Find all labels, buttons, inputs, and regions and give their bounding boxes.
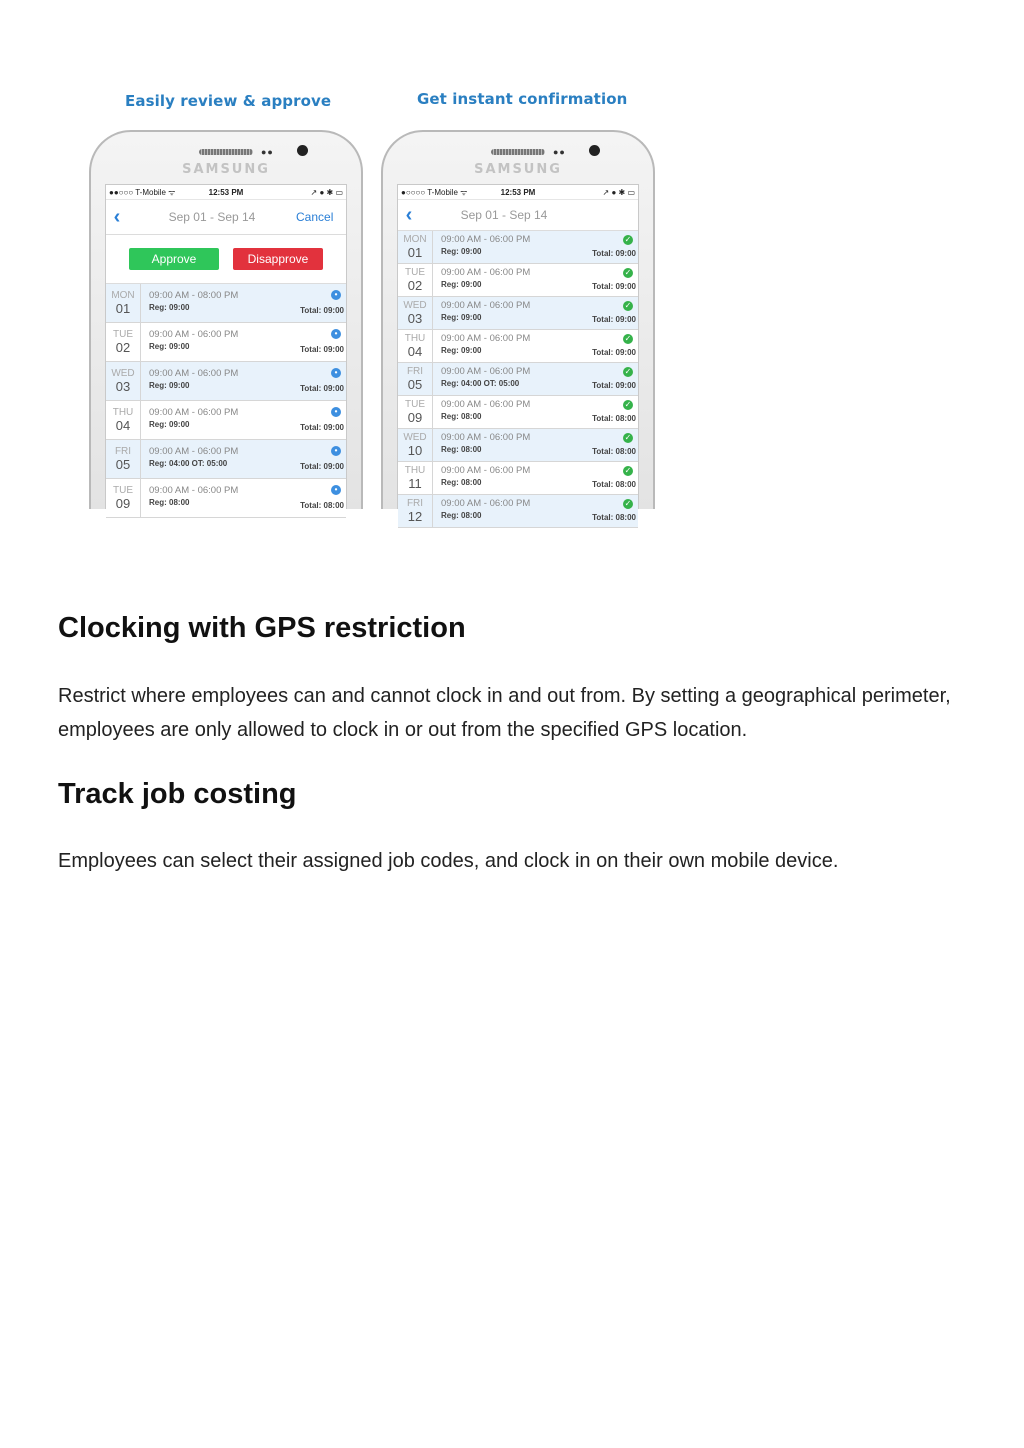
day-cell (398, 462, 433, 494)
timesheet-row[interactable] (398, 297, 638, 330)
shift-detail (141, 362, 346, 400)
info-circle-icon: • (331, 329, 341, 339)
shift-hours: 09:00 AM - 08:00 PM (149, 290, 239, 301)
carrier: ●○○○○ T-Mobile ᯤ (401, 187, 468, 197)
regular-hours: Reg: 08:00 (149, 498, 190, 507)
day-number: 04 (115, 418, 131, 433)
cancel-button[interactable]: Cancel (296, 210, 334, 224)
timesheet-row[interactable] (398, 231, 638, 264)
regular-hours: Reg: 09:00 (441, 346, 482, 355)
timesheet-row[interactable] (398, 363, 638, 396)
day-number: 03 (407, 311, 423, 326)
info-circle-icon: • (331, 290, 341, 300)
day-number: 02 (115, 340, 131, 355)
total-hours: Total: 09:00 (300, 384, 344, 393)
shift-hours: 09:00 AM - 06:00 PM (441, 333, 531, 344)
check-circle-icon: ✓ (624, 466, 632, 475)
shift-hours: 09:00 AM - 06:00 PM (441, 267, 531, 278)
regular-hours: Reg: 04:00 OT: 05:00 (441, 379, 520, 388)
app-screenshots-figure (0, 0, 1024, 524)
shift-hours: 09:00 AM - 06:00 PM (441, 432, 531, 443)
phone-screen (397, 184, 639, 524)
shift-hours: 09:00 AM - 06:00 PM (149, 329, 239, 340)
shift-detail (433, 462, 638, 494)
info-circle-icon: • (331, 485, 341, 495)
day-cell (106, 323, 141, 361)
check-circle-icon: ✓ (624, 400, 632, 409)
shift-detail (141, 479, 346, 517)
shift-detail (141, 284, 346, 322)
shift-detail (433, 297, 638, 329)
shift-detail (433, 363, 638, 395)
nav-bar (106, 200, 346, 235)
weekday-label: THU (404, 333, 426, 344)
timesheet-row[interactable] (106, 323, 346, 362)
status-bar (398, 185, 638, 200)
nav-bar (398, 200, 638, 231)
total-hours: Total: 09:00 (592, 249, 636, 258)
section-heading-job-costing: Track job costing (58, 778, 297, 810)
day-cell (398, 264, 433, 296)
speaker-grille (199, 149, 253, 155)
carrier: ●●○○○ T-Mobile ᯤ (109, 187, 176, 197)
total-hours: Total: 08:00 (592, 513, 636, 522)
shift-detail (433, 231, 638, 263)
day-number: 11 (408, 476, 422, 491)
day-cell (106, 479, 141, 517)
timesheet-list (106, 284, 346, 518)
shift-hours: 09:00 AM - 06:00 PM (149, 407, 239, 418)
phone-review (89, 130, 363, 509)
day-number: 02 (407, 278, 423, 293)
regular-hours: Reg: 04:00 OT: 05:00 (149, 459, 228, 468)
day-cell (398, 495, 433, 527)
timesheet-row[interactable] (106, 401, 346, 440)
shift-hours: 09:00 AM - 06:00 PM (441, 465, 531, 476)
day-cell (398, 363, 433, 395)
shift-hours: 09:00 AM - 06:00 PM (149, 446, 239, 457)
status-icons: ↗ ● ✱ ▭ (310, 187, 343, 197)
regular-hours: Reg: 08:00 (441, 478, 482, 487)
total-hours: Total: 09:00 (592, 282, 636, 291)
timesheet-row[interactable] (106, 440, 346, 479)
timesheet-row[interactable] (398, 264, 638, 297)
day-number: 01 (115, 301, 131, 316)
shift-detail (433, 495, 638, 527)
check-circle-icon: ✓ (624, 433, 632, 442)
weekday-label: WED (403, 300, 427, 311)
shift-hours: 09:00 AM - 06:00 PM (441, 234, 531, 245)
regular-hours: Reg: 09:00 (149, 420, 190, 429)
day-number: 05 (115, 457, 131, 472)
period-title: Sep 01 - Sep 14 (460, 208, 548, 222)
back-chevron-icon[interactable]: ‹ (113, 205, 121, 228)
shift-hours: 09:00 AM - 06:00 PM (149, 485, 239, 496)
check-circle-icon: ✓ (624, 367, 632, 376)
weekday-label: FRI (406, 498, 424, 509)
shift-hours: 09:00 AM - 06:00 PM (441, 366, 531, 377)
section-body-gps: Restrict where employees can and cannot clock in and out from. By setting a geographical perimeter, employees are only allowed to clock in or out from the specified GPS location. (58, 685, 951, 741)
day-cell (106, 362, 141, 400)
right-caption: Get instant confirmation (417, 90, 628, 108)
regular-hours: Reg: 09:00 (441, 313, 482, 322)
weekday-label: FRI (406, 366, 424, 377)
total-hours: Total: 08:00 (592, 447, 636, 456)
total-hours: Total: 09:00 (300, 423, 344, 432)
day-cell (106, 284, 141, 322)
speaker-grille (491, 149, 545, 155)
day-cell (106, 401, 141, 439)
check-circle-icon: ✓ (624, 499, 632, 508)
check-circle-icon: ✓ (624, 301, 632, 310)
phone-brand: SAMSUNG (474, 162, 562, 177)
sensor-dots: ●● (553, 147, 566, 157)
total-hours: Total: 09:00 (300, 306, 344, 315)
day-number: 10 (407, 443, 423, 458)
day-cell (106, 440, 141, 478)
day-number: 04 (407, 344, 423, 359)
weekday-label: TUE (405, 267, 425, 278)
total-hours: Total: 09:00 (592, 315, 636, 324)
info-circle-icon: • (331, 446, 341, 456)
timesheet-row[interactable] (398, 495, 638, 528)
status-bar (106, 185, 346, 200)
timesheet-list (398, 231, 638, 528)
sensor-dots: ●● (261, 147, 274, 157)
weekday-label: THU (112, 407, 134, 418)
regular-hours: Reg: 08:00 (441, 511, 482, 520)
check-circle-icon: ✓ (624, 268, 632, 277)
left-caption: Easily review & approve (125, 92, 332, 110)
info-circle-icon: • (331, 368, 341, 378)
check-circle-icon: ✓ (624, 235, 632, 244)
total-hours: Total: 08:00 (592, 414, 636, 423)
regular-hours: Reg: 08:00 (441, 445, 482, 454)
approve-button[interactable]: Approve (129, 248, 219, 270)
day-cell (398, 231, 433, 263)
day-cell (398, 330, 433, 362)
shift-detail (141, 401, 346, 439)
weekday-label: TUE (113, 329, 133, 340)
weekday-label: TUE (113, 485, 133, 496)
shift-detail (433, 396, 638, 428)
phone-brand: SAMSUNG (182, 162, 270, 177)
approval-actions (106, 235, 346, 284)
regular-hours: Reg: 09:00 (441, 247, 482, 256)
weekday-label: WED (111, 368, 135, 379)
shift-detail (433, 264, 638, 296)
timesheet-row[interactable] (398, 429, 638, 462)
total-hours: Total: 08:00 (300, 501, 344, 510)
day-number: 09 (115, 496, 131, 511)
day-number: 09 (407, 410, 423, 425)
shift-detail (141, 440, 346, 478)
timesheet-row[interactable] (106, 362, 346, 401)
day-cell (398, 297, 433, 329)
regular-hours: Reg: 09:00 (149, 381, 190, 390)
regular-hours: Reg: 08:00 (441, 412, 482, 421)
camera-icon (297, 145, 308, 156)
section-heading-gps: Clocking with GPS restriction (58, 612, 466, 644)
weekday-label: MON (403, 234, 427, 245)
total-hours: Total: 09:00 (300, 345, 344, 354)
total-hours: Total: 09:00 (592, 381, 636, 390)
total-hours: Total: 09:00 (592, 348, 636, 357)
clock: 12:53 PM (500, 187, 536, 197)
shift-hours: 09:00 AM - 06:00 PM (441, 399, 531, 410)
regular-hours: Reg: 09:00 (149, 342, 190, 351)
regular-hours: Reg: 09:00 (441, 280, 482, 289)
phone-screen (105, 184, 347, 509)
shift-hours: 09:00 AM - 06:00 PM (149, 368, 239, 379)
weekday-label: FRI (114, 446, 132, 457)
day-cell (398, 429, 433, 461)
check-circle-icon: ✓ (624, 334, 632, 343)
info-circle-icon: • (331, 407, 341, 417)
timesheet-row[interactable] (106, 284, 346, 323)
timesheet-row[interactable] (398, 462, 638, 495)
day-cell (398, 396, 433, 428)
timesheet-row[interactable] (398, 396, 638, 429)
day-number: 05 (407, 377, 423, 392)
timesheet-row[interactable] (398, 330, 638, 363)
camera-icon (589, 145, 600, 156)
shift-detail (433, 429, 638, 461)
clock: 12:53 PM (208, 187, 244, 197)
total-hours: Total: 08:00 (592, 480, 636, 489)
day-number: 01 (407, 245, 423, 260)
shift-detail (141, 323, 346, 361)
total-hours: Total: 09:00 (300, 462, 344, 471)
shift-hours: 09:00 AM - 06:00 PM (441, 498, 531, 509)
weekday-label: WED (403, 432, 427, 443)
phone-confirmation (381, 130, 655, 524)
disapprove-button[interactable]: Disapprove (233, 248, 323, 270)
shift-detail (433, 330, 638, 362)
weekday-label: MON (111, 290, 135, 301)
weekday-label: THU (404, 465, 426, 476)
regular-hours: Reg: 09:00 (149, 303, 190, 312)
back-chevron-icon[interactable]: ‹ (405, 203, 413, 226)
weekday-label: TUE (405, 399, 425, 410)
section-body-job-costing: Employees can select their assigned job codes, and clock in on their own mobile device. (58, 850, 839, 872)
day-number: 12 (407, 509, 423, 524)
day-number: 03 (115, 379, 131, 394)
status-icons: ↗ ● ✱ ▭ (602, 187, 635, 197)
period-title: Sep 01 - Sep 14 (168, 210, 256, 224)
shift-hours: 09:00 AM - 06:00 PM (441, 300, 531, 311)
timesheet-row[interactable] (106, 479, 346, 518)
